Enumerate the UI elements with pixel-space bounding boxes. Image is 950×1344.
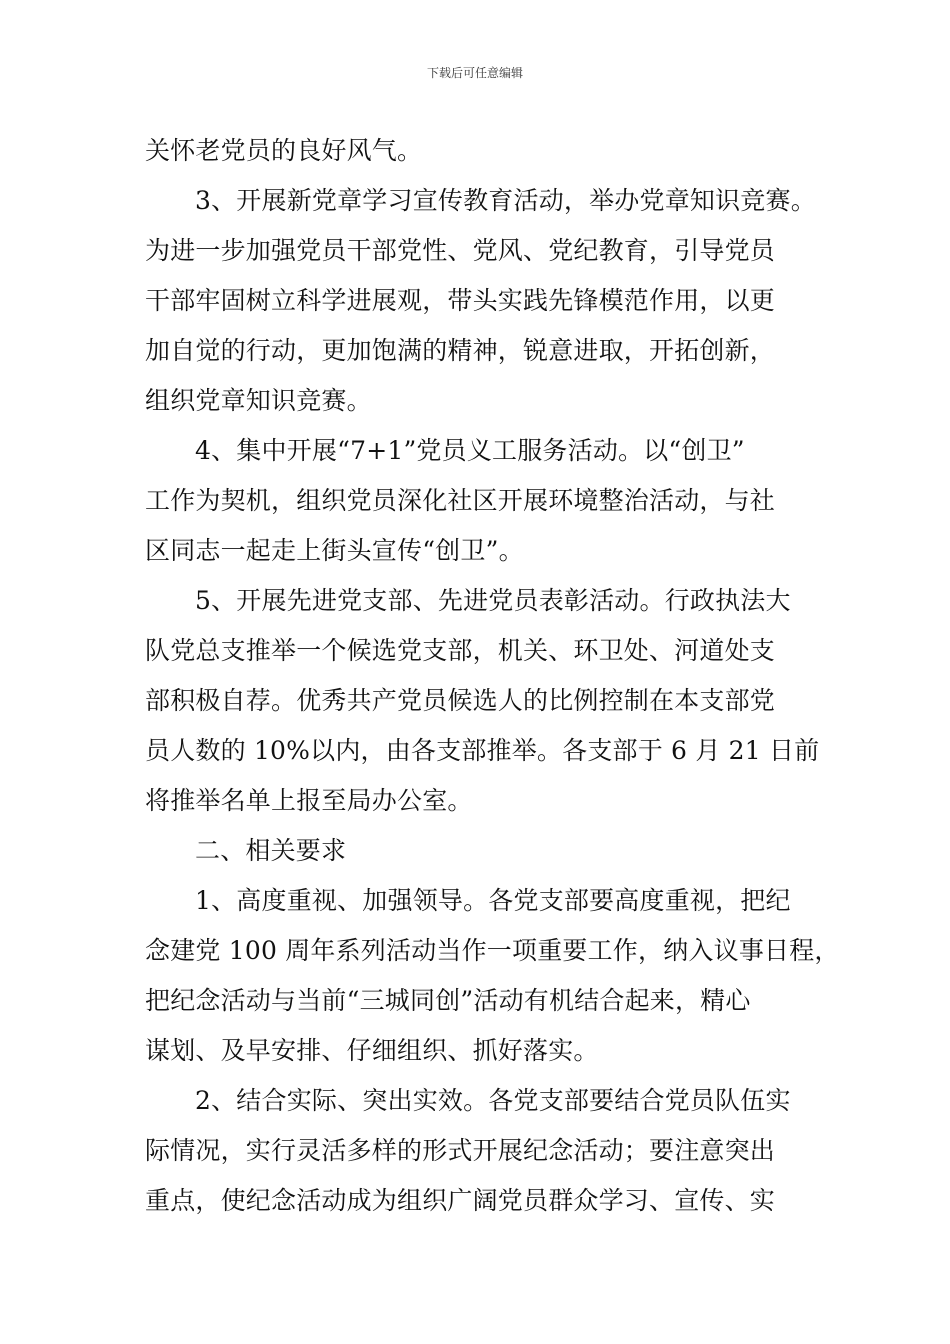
text-line: 加自觉的行动，更加饱满的精神，锐意进取，开拓创新， bbox=[145, 336, 776, 365]
text-line: 关怀老党员的良好风气。 bbox=[145, 136, 423, 165]
text-line: 员人数的 10%以内，由各支部推举。各支部于 6 月 21 日前 bbox=[145, 736, 820, 765]
document-body bbox=[145, 126, 840, 1226]
text-line: 把纪念活动与当前“三城同创”活动有机结合起来，精心 bbox=[145, 986, 751, 1015]
page-header-note: 下载后可任意编辑 bbox=[426, 66, 523, 80]
text-line: 重点，使纪念活动成为组织广阔党员群众学习、宣传、实 bbox=[145, 1186, 776, 1215]
text-line: 区同志一起走上街头宣传“创卫”。 bbox=[145, 536, 524, 565]
text-line: 际情况，实行灵活多样的形式开展纪念活动；要注意突出 bbox=[145, 1136, 776, 1165]
paragraph-start-line: 2、结合实际、突出实效。各党支部要结合党员队伍实 bbox=[195, 1086, 791, 1115]
paragraph-start-line: 1、高度重视、加强领导。各党支部要高度重视，把纪 bbox=[195, 886, 791, 915]
text-line: 谋划、及早安排、仔细组织、抓好落实。 bbox=[145, 1036, 599, 1065]
text-line: 队党总支推举一个候选党支部，机关、环卫处、河道处支 bbox=[145, 636, 776, 665]
text-line: 组织党章知识竞赛。 bbox=[145, 386, 372, 415]
text-line: 为进一步加强党员干部党性、党风、党纪教育，引导党员 bbox=[145, 236, 776, 265]
section-heading: 二、相关要求 bbox=[195, 836, 347, 865]
paragraph-start-line: 5、开展先进党支部、先进党员表彰活动。行政执法大 bbox=[195, 586, 791, 615]
text-line: 工作为契机，组织党员深化社区开展环境整治活动，与社 bbox=[145, 486, 776, 515]
paragraph-start-line: 3、开展新党章学习宣传教育活动，举办党章知识竞赛。 bbox=[195, 186, 816, 215]
text-line: 部积极自荐。优秀共产党员候选人的比例控制在本支部党 bbox=[145, 686, 776, 715]
paragraph-start-line: 4、集中开展“7+1”党员义工服务活动。以“创卫” bbox=[195, 436, 745, 465]
text-line: 将推举名单上报至局办公室。 bbox=[145, 786, 473, 815]
text-line: 干部牢固树立科学进展观，带头实践先锋模范作用，以更 bbox=[145, 286, 776, 315]
text-line: 念建党 100 周年系列活动当作一项重要工作，纳入议事日程， bbox=[145, 936, 840, 965]
